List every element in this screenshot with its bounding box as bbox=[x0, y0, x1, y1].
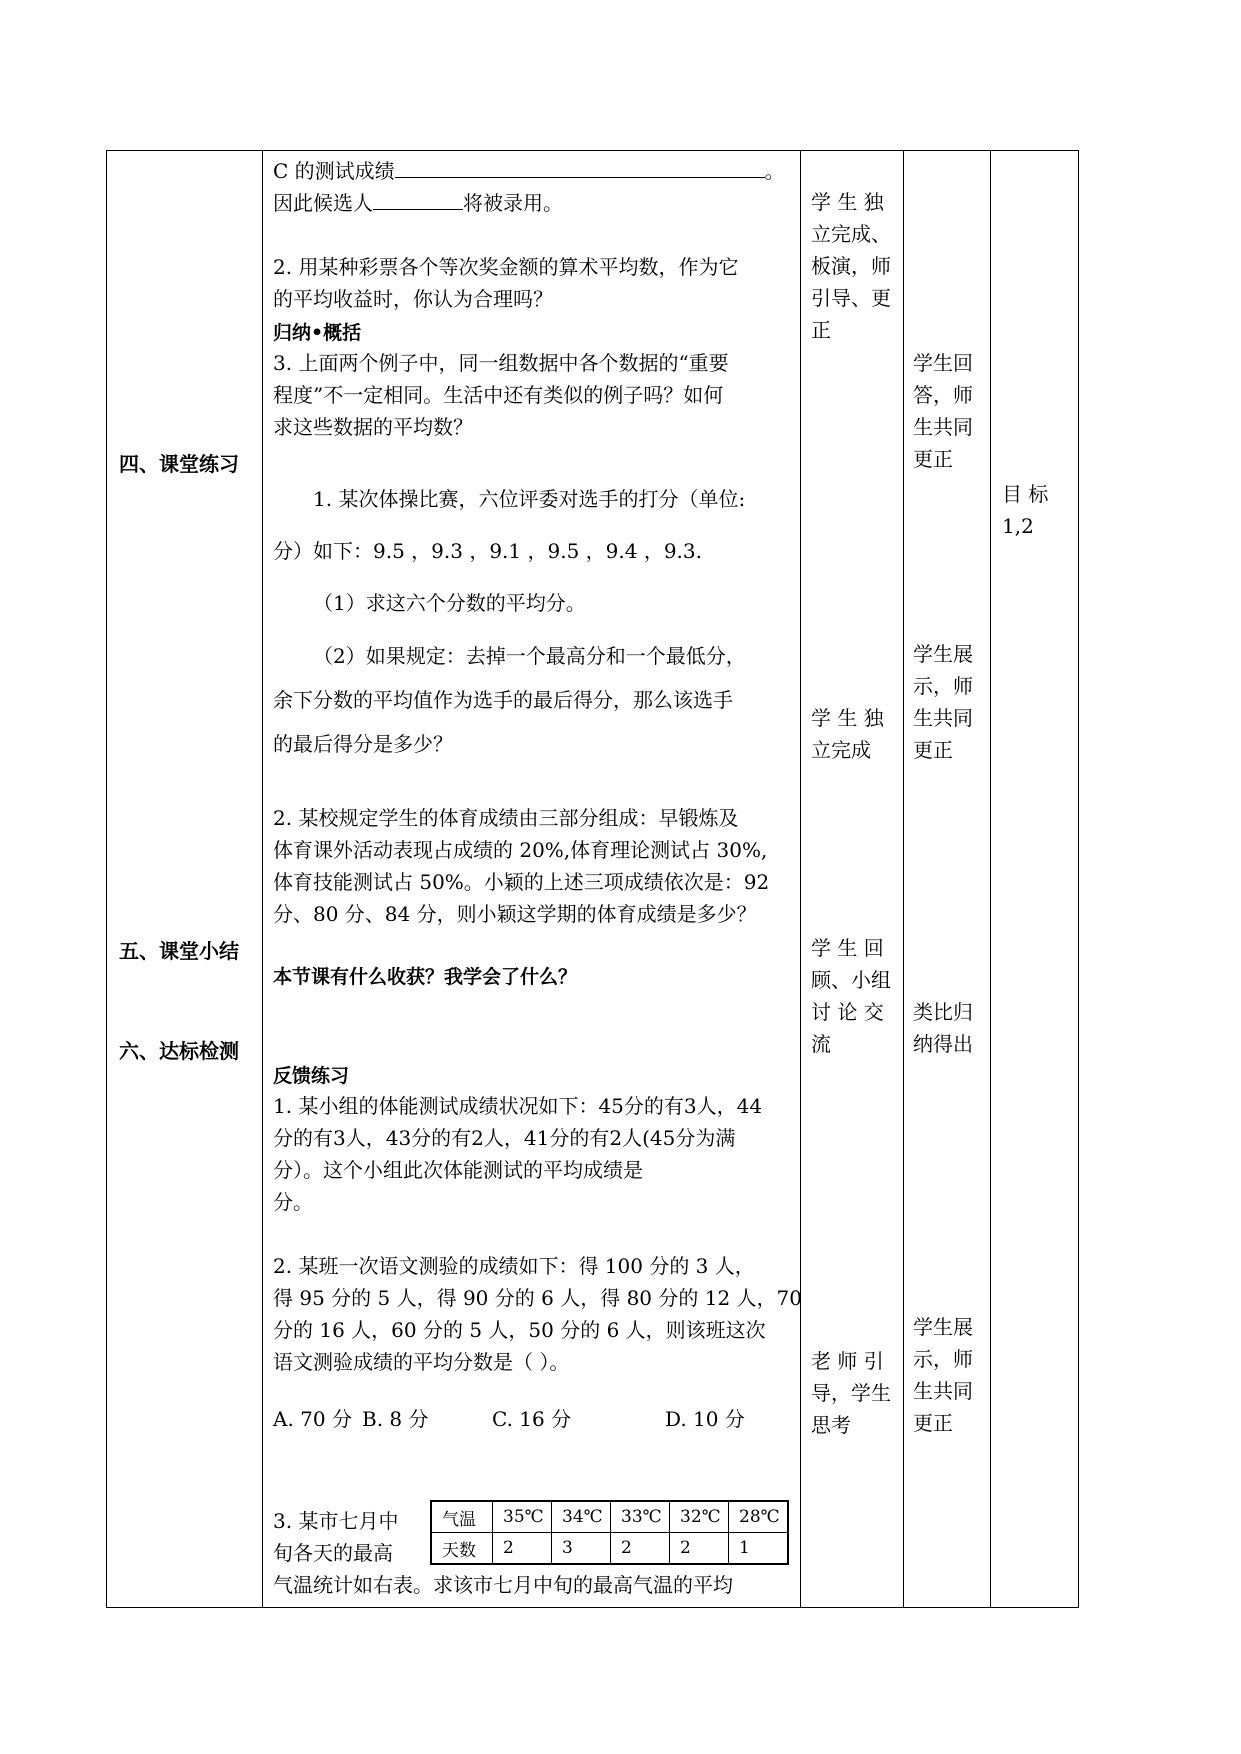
temperature-label: 气温 bbox=[431, 1501, 493, 1533]
col4-line: 更正 bbox=[913, 738, 953, 762]
table-border-col3 bbox=[903, 150, 904, 1608]
col3-line: 板演，师 bbox=[811, 254, 891, 278]
col5-goals bbox=[1002, 478, 1048, 542]
ex1-part2-line1: （2）如果规定：去掉一个最高分和一个最低分， bbox=[313, 644, 746, 668]
ex1-line1: 1. 某次体操比赛，六位评委对选手的打分（单位: bbox=[313, 487, 746, 511]
days-label: 天数 bbox=[431, 1533, 493, 1565]
col4-line: 示，师 bbox=[913, 1347, 973, 1371]
fb2-option-b: B. 8 分 bbox=[362, 1407, 429, 1431]
col3-line: 顾、小组 bbox=[811, 968, 891, 992]
col3-block-a bbox=[811, 186, 891, 346]
ex2-line4: 分、80 分、84 分，则小颖这学期的体育成绩是多少？ bbox=[273, 902, 757, 926]
section-label-assessment: 六、达标检测 bbox=[119, 1039, 239, 1063]
col4-line: 更正 bbox=[913, 1411, 953, 1435]
days-cell: 2 bbox=[670, 1533, 729, 1565]
section-label-practice: 四、课堂练习 bbox=[119, 452, 239, 476]
col4-block-c bbox=[913, 996, 973, 1060]
table-bottom-border bbox=[106, 1607, 1079, 1608]
fb2-option-d: D. 10 分 bbox=[665, 1407, 745, 1431]
fb3-line1: 3. 某市七月中 bbox=[273, 1509, 399, 1533]
col3-line: 立完成、 bbox=[811, 222, 891, 246]
col3-line: 学 生 独 bbox=[811, 706, 884, 730]
col3-line: 学 生 回 bbox=[811, 936, 884, 960]
fb2-option-a: A. 70 分 bbox=[273, 1407, 352, 1431]
fb1-line1: 1. 某小组的体能测试成绩状况如下：45分的有3人，44 bbox=[273, 1094, 763, 1118]
fb1-line3: 分）。这个小组此次体能测试的平均成绩是 bbox=[273, 1158, 643, 1182]
table-top-border bbox=[106, 150, 1079, 151]
temperature-cell: 32℃ bbox=[670, 1501, 729, 1533]
q2-line1: 2. 用某种彩票各个等次奖金额的算术平均数，作为它 bbox=[273, 255, 739, 279]
q3-line1: 3. 上面两个例子中，同一组数据中各个数据的“重要 bbox=[273, 351, 729, 375]
fb1-line4: 分。 bbox=[273, 1190, 313, 1214]
col3-line: 正 bbox=[811, 318, 831, 342]
col4-line: 生共同 bbox=[913, 706, 973, 730]
ex2-line1: 2. 某校规定学生的体育成绩由三部分组成：早锻炼及 bbox=[273, 806, 739, 830]
ex2-line2: 体育课外活动表现占成绩的 20%,体育理论测试占 30%, bbox=[273, 838, 768, 862]
ex1-part2-line3: 的最后得分是多少？ bbox=[273, 732, 453, 756]
col4-line: 类比归 bbox=[913, 1000, 973, 1024]
table-border-left bbox=[106, 150, 107, 1608]
fb2-line1: 2. 某班一次语文测验的成绩如下：得 100 分的 3 人， bbox=[273, 1254, 755, 1278]
summary-heading: 归纳•概括 bbox=[273, 322, 362, 344]
days-cell: 2 bbox=[493, 1533, 552, 1565]
col4-line: 学生展 bbox=[913, 642, 973, 666]
table-border-col2 bbox=[800, 150, 801, 1608]
ex1-part2-line2: 余下分数的平均值作为选手的最后得分，那么该选手 bbox=[273, 688, 733, 712]
col3-line: 流 bbox=[811, 1032, 831, 1056]
fb2-line2: 得 95 分的 5 人，得 90 分的 6 人，得 80 分的 12 人，70 bbox=[273, 1286, 802, 1310]
temperature-cell: 33℃ bbox=[611, 1501, 670, 1533]
col3-block-b bbox=[811, 702, 884, 766]
col4-line: 答，师 bbox=[913, 383, 973, 407]
table-border-col4 bbox=[990, 150, 991, 1608]
hire-line bbox=[273, 187, 563, 219]
col3-block-d bbox=[811, 1345, 891, 1441]
col3-line: 讨 论 交 bbox=[811, 1000, 884, 1024]
ex1-line2: 分）如下：9.5 ，9.3 ，9.1 ，9.5 ，9.4 ，9.3. bbox=[273, 539, 702, 563]
col4-block-d bbox=[913, 1311, 973, 1439]
days-cell: 1 bbox=[729, 1533, 789, 1565]
col4-line: 示，师 bbox=[913, 674, 973, 698]
col4-line: 生共同 bbox=[913, 415, 973, 439]
days-cell: 3 bbox=[552, 1533, 611, 1565]
col3-line: 导，学生 bbox=[811, 1381, 891, 1405]
col4-block-a bbox=[913, 347, 973, 475]
c-result-prefix: C 的测试成绩 bbox=[273, 159, 395, 183]
section-label-summary: 五、课堂小结 bbox=[119, 939, 239, 963]
c-result-blank bbox=[395, 159, 765, 178]
q3-line3: 求这些数据的平均数？ bbox=[273, 415, 473, 439]
col4-block-b bbox=[913, 638, 973, 766]
fb1-line2: 分的有3人，43分的有2人，41分的有2人(45分为满 bbox=[273, 1126, 736, 1150]
fb3-line3: 气温统计如右表。求该市七月中旬的最高气温的平均 bbox=[273, 1573, 733, 1597]
ex1-part1: （1）求这六个分数的平均分。 bbox=[313, 591, 586, 615]
q2-line2: 的平均收益时，你认为合理吗？ bbox=[273, 287, 553, 311]
col3-line: 学 生 独 bbox=[811, 190, 884, 214]
col4-line: 学生回 bbox=[913, 351, 973, 375]
fb2-line3: 分的 16 人，60 分的 5 人，50 分的 6 人，则该班这次 bbox=[273, 1318, 766, 1342]
col4-line: 学生展 bbox=[913, 1315, 973, 1339]
goal-label: 目 标 bbox=[1002, 482, 1049, 506]
table-border-col1 bbox=[262, 150, 263, 1608]
fb2-line4: 语文测验成绩的平均分数是（ ）。 bbox=[273, 1350, 570, 1374]
ex2-line3: 体育技能测试占 50%。小颖的上述三项成绩依次是：92 bbox=[273, 870, 770, 894]
col3-line: 思考 bbox=[811, 1413, 851, 1437]
c-result-line bbox=[273, 155, 785, 187]
goal-values: 1,2 bbox=[1002, 514, 1034, 538]
q3-line2: 程度”不一定相同。生活中还有类似的例子吗？如何 bbox=[273, 383, 724, 407]
col4-line: 生共同 bbox=[913, 1379, 973, 1403]
col3-line: 老 师 引 bbox=[811, 1349, 884, 1373]
fb3-line2: 旬各天的最高 bbox=[273, 1541, 393, 1565]
temperature-cell: 35℃ bbox=[493, 1501, 552, 1533]
c-result-suffix: 。 bbox=[764, 159, 785, 183]
feedback-heading: 反馈练习 bbox=[273, 1065, 350, 1087]
reflection-question: 本节课有什么收获？我学会了什么？ bbox=[273, 966, 578, 988]
temperature-table bbox=[430, 1500, 789, 1565]
col4-line: 更正 bbox=[913, 447, 953, 471]
days-cell: 2 bbox=[611, 1533, 670, 1565]
table-border-right bbox=[1078, 150, 1079, 1608]
col4-line: 纳得出 bbox=[913, 1032, 973, 1056]
col3-line: 引导、更 bbox=[811, 286, 891, 310]
days-row bbox=[431, 1533, 788, 1565]
hire-prefix: 因此候选人 bbox=[273, 191, 373, 215]
fb2-option-c: C. 16 分 bbox=[492, 1407, 572, 1431]
hire-suffix: 将被录用。 bbox=[463, 191, 563, 215]
col3-line: 立完成 bbox=[811, 738, 871, 762]
col3-block-c bbox=[811, 932, 891, 1060]
temperature-row bbox=[431, 1501, 788, 1533]
temperature-cell: 28℃ bbox=[729, 1501, 789, 1533]
hire-blank bbox=[373, 191, 463, 210]
temperature-cell: 34℃ bbox=[552, 1501, 611, 1533]
